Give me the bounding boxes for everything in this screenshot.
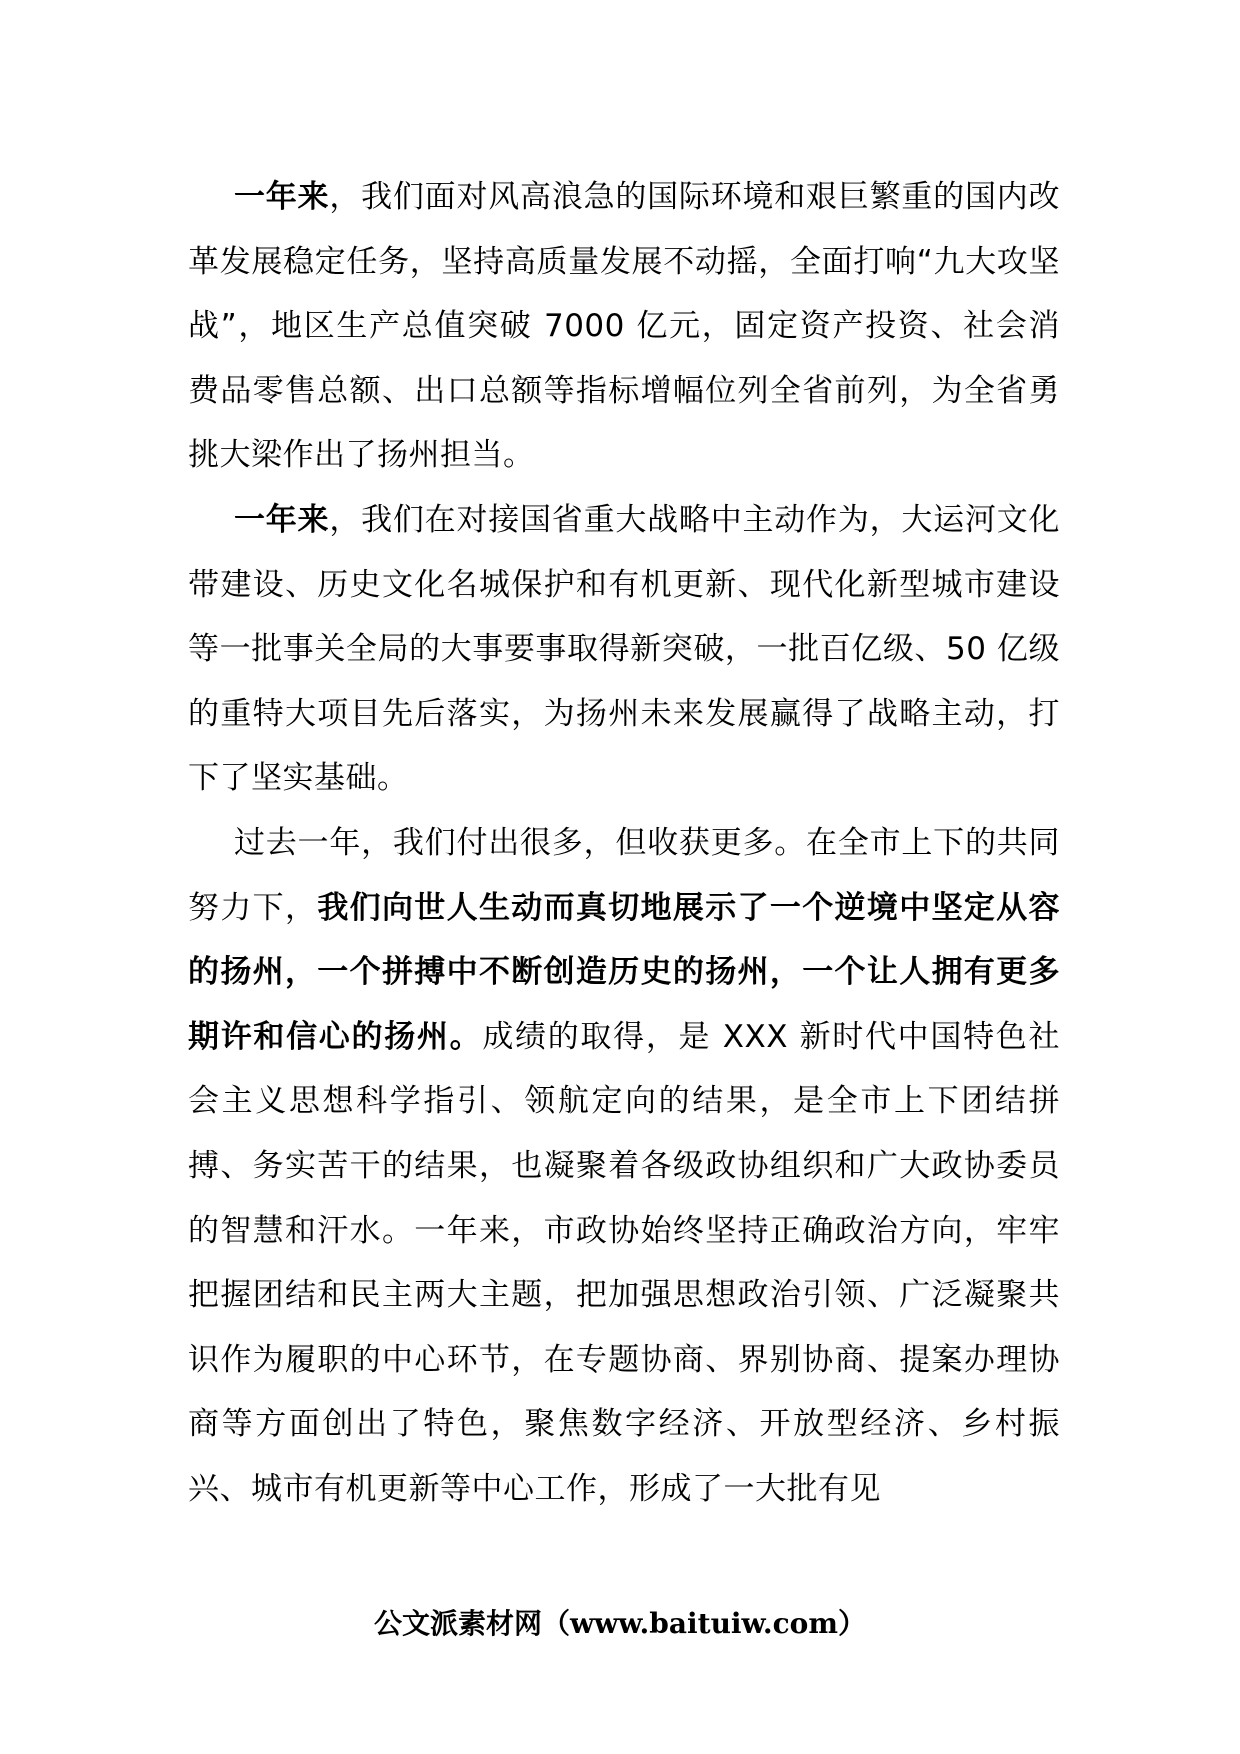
paragraph-1-text: ，我们面对风高浪急的国际环境和艰巨繁重的国内改革发展稳定任务，坚持高质量发展不动摇，全面打响“九大攻坚战”，地区生产总值突破 7000 亿元，固定资产投资、社会消费品零售总额、出口总额等指标增幅位列全省前列，为全省勇挑大梁作出了扬州担当。 [188,179,1061,474]
paragraph-3 [188,811,1060,1522]
document-body [188,165,1060,1521]
paragraph-1 [188,165,1060,488]
paragraph-3-text: 成绩的取得，是 XXX 新时代中国特色社会主义思想科学指引、领航定向的结果，是全市上下团结拼搏、务实苦干的结果，也凝聚着各级政协组织和广大政协委员的智慧和汗水。一年来，市政协始终坚持正确政治方向，牢牢把握团结和民主两大主题，把加强思想政治引领、广泛凝聚共识作为履职的中心环节，在专题协商、界别协商、提案办理协商等方面创出了特色，聚焦数字经济、开放型经济、乡村振兴、城市有机更新等中心工作，形成了一大批有见 [188,1018,1060,1507]
paragraph-2-lead: 一年来 [234,501,330,538]
paragraph-2-text: ，我们在对接国省重大战略中主动作为，大运河文化带建设、历史文化名城保护和有机更新、现代化新型城市建设等一批事关全局的大事要事取得新突破，一批百亿级、50 亿级的重特大项目先后落实，为扬州未来发展赢得了战略主动，打下了坚实基础。 [188,501,1061,797]
footer-watermark: 公文派素材网（www.baituiw.com） [374,1607,866,1640]
paragraph-3-emphasis: 我们向世人生动而真切地展示了一个逆境中坚定从容的扬州，一个拼搏中不断创造历史的扬州，一个让人拥有更多期许和信心的扬州。 [188,889,1061,1055]
paragraph-2 [188,488,1060,811]
paragraph-1-lead: 一年来 [234,179,330,215]
paragraph-3-intro: 过去一年，我们付出很多，但收获更多。在全市上下的共同努力下， [188,824,1060,926]
